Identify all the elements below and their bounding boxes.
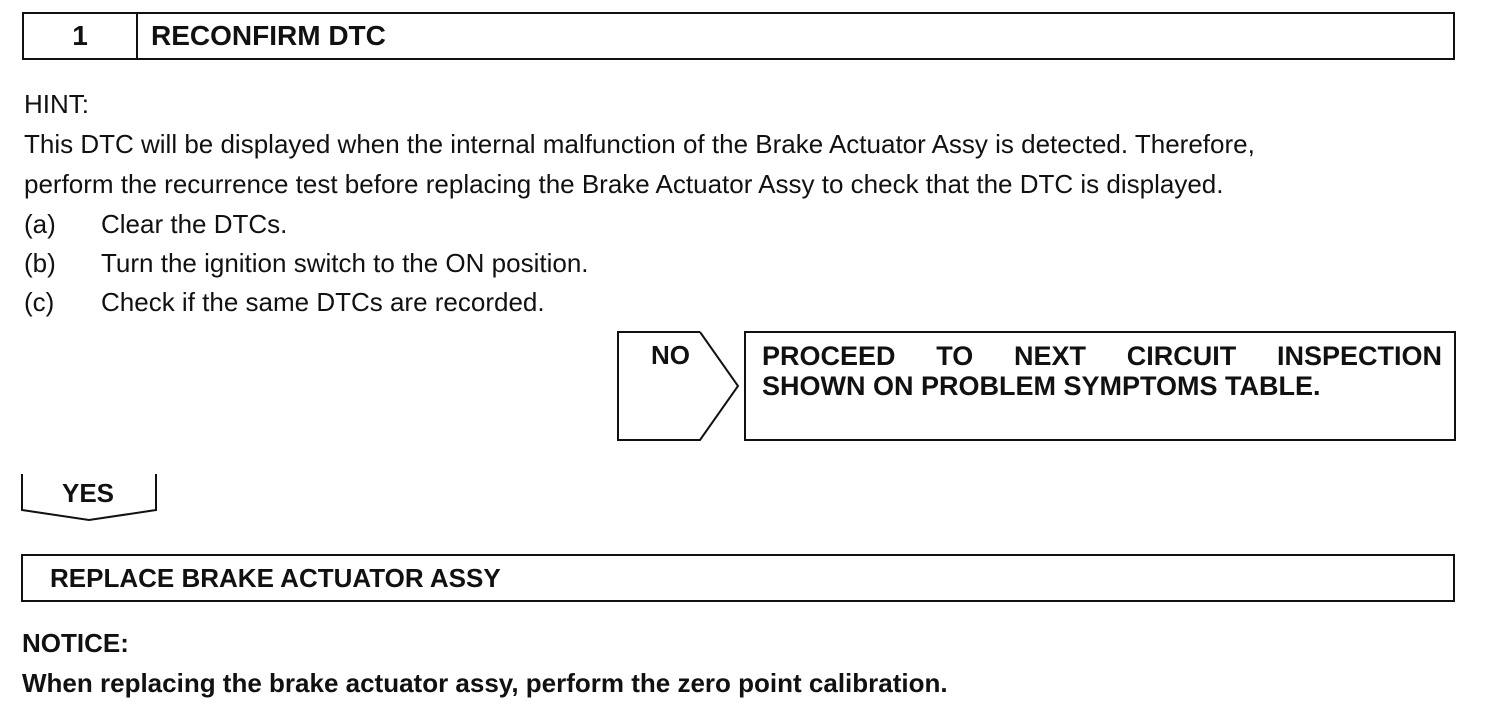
replace-box: REPLACE BRAKE ACTUATOR ASSY bbox=[21, 554, 1455, 602]
hint-text-line-2: perform the recurrence test before replacing the Brake Actuator Assy to check that the DTC is displayed. bbox=[24, 169, 1224, 199]
proceed-text-line-1 bbox=[762, 341, 1442, 371]
step-item-letter: (a) bbox=[24, 209, 56, 239]
proceed-word: NEXT bbox=[1013, 341, 1086, 371]
step-item-letter: (b) bbox=[24, 248, 56, 278]
proceed-word: PROCEED bbox=[762, 341, 896, 371]
notice-text: When replacing the brake actuator assy, perform the zero point calibration. bbox=[22, 668, 948, 698]
hint-label: HINT: bbox=[24, 89, 89, 119]
no-branch-label: NO bbox=[651, 340, 690, 370]
hint-text-line-1: This DTC will be displayed when the internal malfunction of the Brake Actuator Assy is detected. Therefore, bbox=[24, 129, 1255, 159]
proceed-text-line-2: SHOWN ON PROBLEM SYMPTOMS TABLE. bbox=[762, 371, 1321, 401]
step-item-text: Check if the same DTCs are recorded. bbox=[101, 287, 545, 317]
step-number: 1 bbox=[24, 14, 138, 58]
proceed-word: INSPECTION bbox=[1276, 341, 1442, 371]
step-item-text: Clear the DTCs. bbox=[101, 209, 288, 239]
yes-branch-label: YES bbox=[61, 478, 115, 508]
proceed-word: CIRCUIT bbox=[1126, 341, 1237, 371]
proceed-word: TO bbox=[936, 341, 974, 371]
step-item-text: Turn the ignition switch to the ON position. bbox=[101, 248, 589, 278]
step-item-letter: (c) bbox=[24, 287, 55, 317]
step-header bbox=[22, 12, 1455, 60]
proceed-box bbox=[744, 331, 1456, 441]
notice-label: NOTICE: bbox=[22, 628, 129, 658]
step-title: RECONFIRM DTC bbox=[151, 20, 386, 51]
